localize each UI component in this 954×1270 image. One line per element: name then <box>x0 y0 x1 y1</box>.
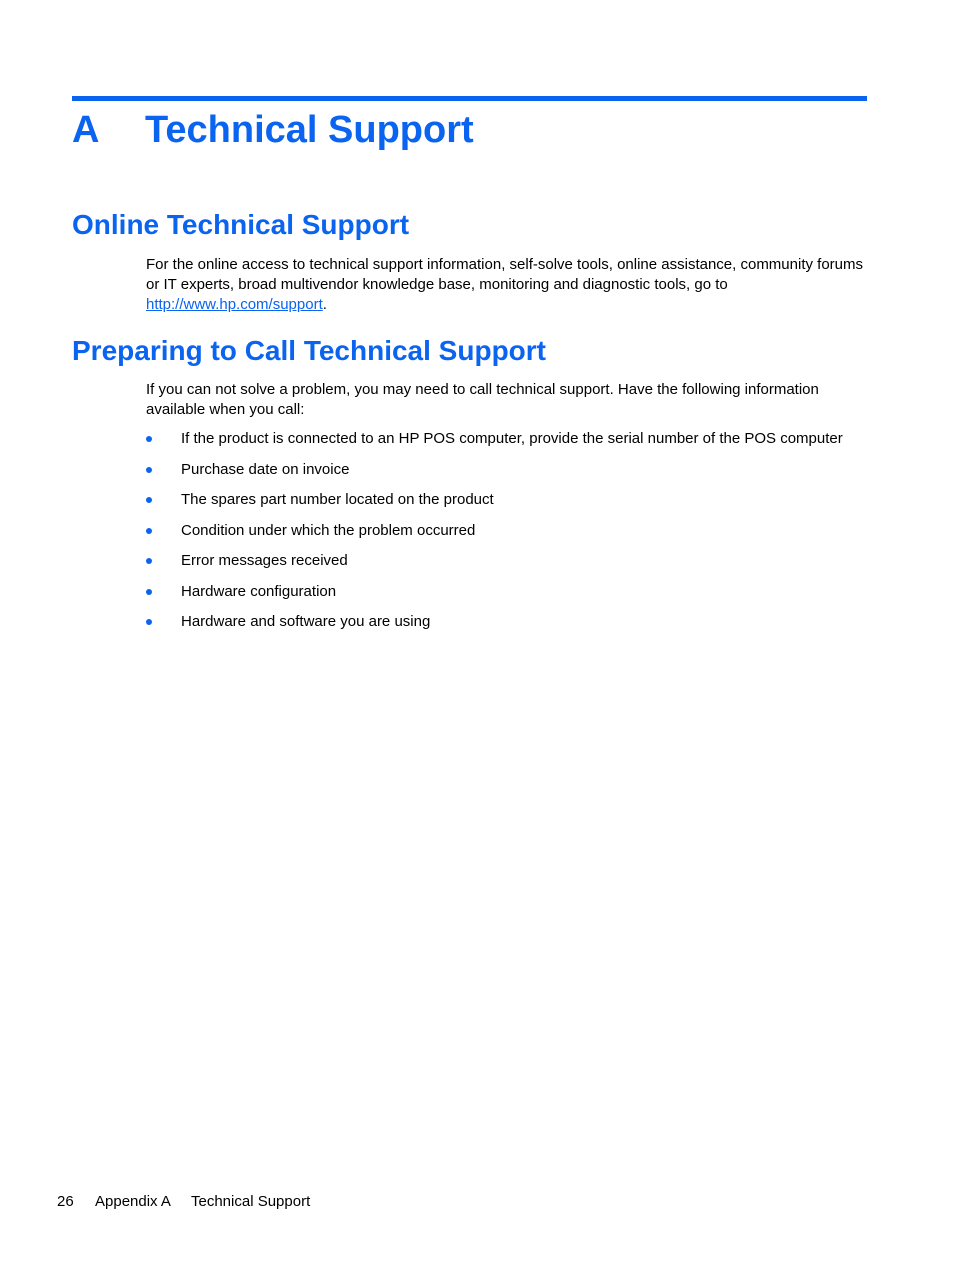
bullet-icon <box>146 619 152 625</box>
list-item <box>146 490 868 510</box>
list-item <box>146 551 868 571</box>
list-item-text: Condition under which the problem occurred <box>181 521 476 539</box>
list-item <box>146 612 868 632</box>
preparing-call-paragraph: If you can not solve a problem, you may need to call technical support. Have the following information available when you call: <box>146 381 819 418</box>
bullet-icon <box>146 589 152 595</box>
online-support-text: For the online access to technical support information, self-solve tools, online assistance, community forums or IT experts, broad multivendor knowledge base, monitoring and diagnostic tools, go to <box>146 256 863 293</box>
list-item <box>146 429 868 449</box>
section-heading-preparing-call: Preparing to Call Technical Support <box>72 335 546 366</box>
bullet-icon <box>146 558 152 564</box>
list-item-text: The spares part number located on the product <box>181 491 494 508</box>
section-heading-online-support: Online Technical Support <box>72 209 410 240</box>
list-item-text: Hardware and software you are using <box>181 613 431 630</box>
list-item <box>146 460 868 480</box>
list-item-text: Error messages received <box>181 552 348 569</box>
bullet-icon <box>146 436 152 442</box>
list-item-text: Hardware configuration <box>181 582 337 600</box>
list-item-text: Purchase date on invoice <box>181 460 350 478</box>
page-number: 26 <box>57 1193 74 1210</box>
chapter-rule <box>72 96 867 101</box>
footer-title: Technical Support <box>191 1193 311 1210</box>
page-footer <box>57 1192 310 1212</box>
bullet-icon <box>146 528 152 534</box>
footer-appendix: Appendix A <box>95 1193 171 1210</box>
bullet-icon <box>146 467 152 473</box>
list-item <box>146 582 868 602</box>
list-item <box>146 521 868 541</box>
call-info-list <box>146 429 868 643</box>
chapter-title: Technical Support <box>145 109 474 151</box>
chapter-heading <box>72 104 867 156</box>
hp-support-link[interactable]: http://www.hp.com/support <box>146 296 323 313</box>
online-support-period: . <box>322 296 327 313</box>
list-item-text: If the product is connected to an HP POS computer, provide the serial number of the POS computer <box>181 430 843 447</box>
online-support-paragraph <box>146 255 868 315</box>
bullet-icon <box>146 497 152 503</box>
chapter-letter: A <box>72 109 100 151</box>
